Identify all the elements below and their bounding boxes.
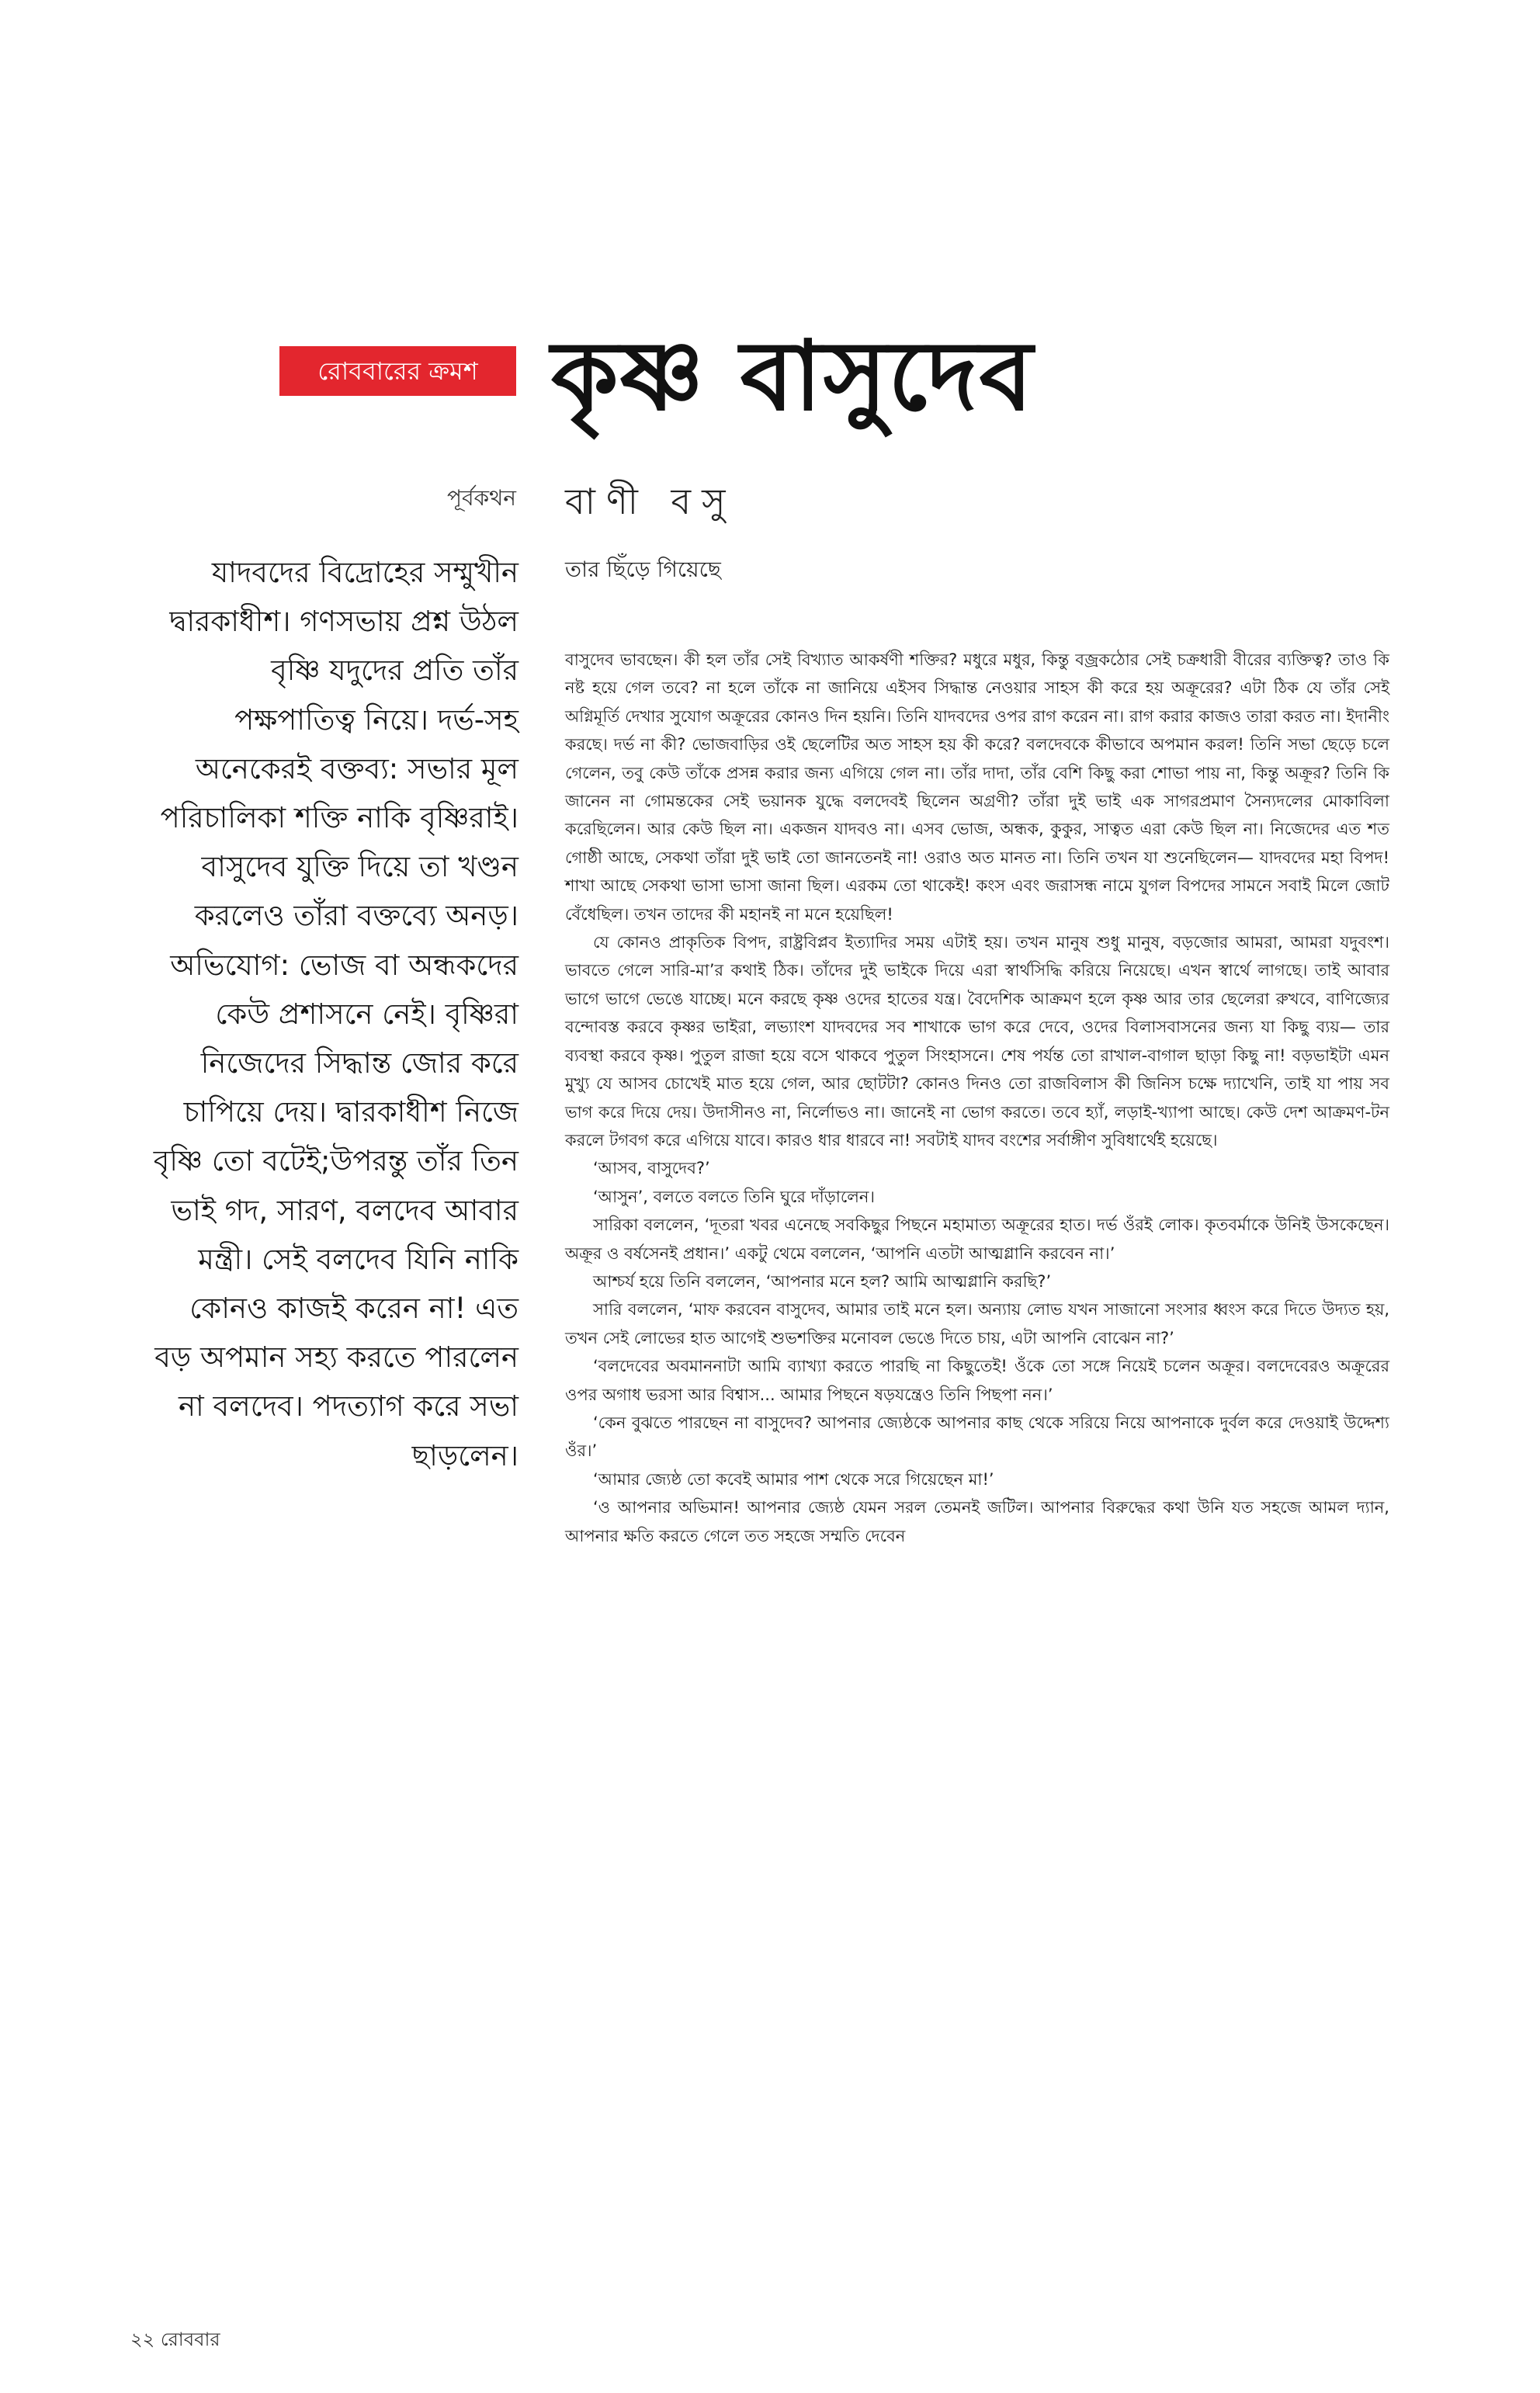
body-paragraph: ‘আমার জ্যেষ্ঠ তো কবেই আমার পাশ থেকে সরে গিয়েছেন মা!’ — [593, 1469, 994, 1489]
body-paragraph: যে কোনও প্রাকৃতিক বিপদ, রাষ্ট্রবিপ্লব ইত্যাদির সময় এটাই হয়। তখন মানুষ শুধু মানুষ, বড়জোর আমরা, আমরা যদুবংশ। ভাবতে গেলে সারি-মা’র কথাই ঠিক। তাঁদের দুই ভাইকে দিয়ে এরা স্বার্থসিদ্ধি করিয়ে নিয়েছে। এখন স্বার্থে লাগছে। তাই আবার ভাগে ভাগে ভেঙে যাচ্ছে। মনে করছে কৃষ্ণ ওদের হাতের যন্ত্র। বৈদেশিক আক্রমণ হলে কৃষ্ণ আর তার ছেলেরা রুখবে, বাণিজ্যের বন্দোবস্ত করবে কৃষ্ণর ভাইরা, লভ্যাংশ যাদবদের সব শাখাকে ভাগ করে দেবে, ওদের বিলাসবাসনের জন্য যা কিছু ব্যয়— তার ব্যবস্থা করবে কৃষ্ণ। পুতুল রাজা হয়ে বসে থাকবে পুতুল সিংহাসনে। শেষ পর্যন্ত তো রাখাল-বাগাল ছাড়া কিছু না! বড়ভাইটা এমন মুখ্যু যে আসব চোখেই মাত হয়ে গেল, আর ছোটটা? কোনও দিনও তো রাজবিলাস কী জিনিস চক্ষে দ্যাখেনি, তাই যা পায় সব ভাগ করে দিয়ে দেয়। উদাসীনও না, নির্লোভও না। জানেই না ভোগ করতে। তবে হ্যাঁ, লড়াই-খ্যাপা আছে। কেউ দেশ আক্রমণ-টন করলে টগবগ করে এগিয়ে যাবে। কারও ধার ধারবে না! সবটাই যাদব বংশের সর্বাঙ্গীণ সুবিধার্থেই হয়েছে। — [565, 933, 1389, 1150]
author-byline: বাণী বসু — [565, 480, 737, 522]
prelude-summary: যাদবদের বিদ্রোহের সম্মুখীন দ্বারকাধীশ। গণসভায় প্রশ্ন উঠল বৃষ্ণি যদুদের প্রতি তাঁর পক্ষপাতিত্ব নিয়ে। দর্ভ-সহ অনেকেরই বক্তব্য: সভার মূল পরিচালিকা শক্তি নাকি বৃষ্ণিরাই। বাসুদেব যুক্তি দিয়ে তা খণ্ডন করলেও তাঁরা বক্তব্যে অনড়। অভিযোগ: ভোজ বা অন্ধকদের কেউ প্রশাসনে নেই। বৃষ্ণিরা নিজেদের সিদ্ধান্ত জোর করে চাপিয়ে দেয়। দ্বারকাধীশ নিজে বৃষ্ণি তো বটেই;উপরন্তু তাঁর তিন ভাই গদ, সারণ, বলদেব আবার মন্ত্রী। সেই বলদেব যিনি নাকি কোনও কাজই করেন না! এত বড় অপমান সহ্য করতে পারলেন না বলদেব। পদত্যাগ করে সভা ছাড়লেন। — [153, 556, 519, 1472]
prelude-label: পূর্বকথন — [446, 485, 516, 511]
body-paragraph: সারিকা বললেন, ‘দূতরা খবর এনেছে সবকিছুর পিছনে মহামাত্য অক্রূরের হাত। দর্ভ ওঁরই লোক। কৃতবর্মাকে উনিই উসকেছেন। অক্রূর ও বর্ষসেনই প্রধান।’ একটু থেমে বললেন, ‘আপনি এতটা আত্মগ্লানি করবেন না।’ — [565, 1216, 1389, 1263]
body-paragraph: ‘বলদেবের অবমাননাটা আমি ব্যাখ্যা করতে পারছি না কিছুতেই! ওঁকে তো সঙ্গে নিয়েই চলেন অক্রূর। বলদেবেরও অক্রূরের ওপর অগাধ ভরসা আর বিশ্বাস... আমার পিছনে ষড়যন্ত্রেও তিনি পিছপা নন।’ — [565, 1357, 1389, 1404]
body-paragraph: ‘কেন বুঝতে পারছেন না বাসুদেব? আপনার জ্যেষ্ঠকে আপনার কাছ থেকে সরিয়ে নিয়ে আপনাকে দুর্বল করে দেওয়াই উদ্দেশ্য ওঁর।’ — [565, 1413, 1389, 1461]
body-paragraph: বাসুদেব ভাবছেন। কী হল তাঁর সেই বিখ্যাত আকর্ষণী শক্তির? মধুরে মধুর, কিন্তু বজ্রকঠোর সেই চক্রধারী বীরের ব্যক্তিত্ব? তাও কি নষ্ট হয়ে গেল তবে? না হলে তাঁকে না জানিয়ে এইসব সিদ্ধান্ত নেওয়ার সাহস কী করে হয় অক্রূরের? এটা ঠিক যে তাঁর সেই অগ্নিমূর্তি দেখার সুযোগ অক্রূরের কোনও দিন হয়নি। তিনি যাদবদের ওপর রাগ করেন না। রাগ করার কাজও তারা করত না। ইদানীং করছে। দর্ভ না কী? ভোজবাড়ির ওই ছেলেটির অত সাহস হয় কী করে? বলদেবকে কীভাবে অপমান করল! তিনি সভা ছেড়ে চলে গেলেন, তবু কেউ তাঁকে প্রসন্ন করার জন্য এগিয়ে গেল না। তাঁর দাদা, তাঁর বেশি কিছু করা শোভা পায় না, কিন্তু অক্রূর? তিনি কি জানেন না গোমন্তকের সেই ভয়ানক যুদ্ধে বলদেবই ছিলেন অগ্রণী? তাঁরা দুই ভাই এক সাগরপ্রমাণ সৈন্যদলের মোকাবিলা করেছিলেন। আর কেউ ছিল না। একজন যাদবও না। এসব ভোজ, অন্ধক, কুকুর, সাত্বত এরা কেউ ছিল না। নিজেদের এত শত গোষ্ঠী আছে, সেকথা তাঁরা দুই ভাই তো জানতেনই না! ওরাও অত মানত না। তিনি তখন যা শুনেছিলেন— যাদবদের মহা বিপদ! শাখা আছে সেকথা ভাসা ভাসা জানা ছিল। এরকম তো থাকেই! কংস এবং জরাসন্ধ নামে যুগল বিপদের সামনে সবাই মিলে জোট বেঁধেছিল। তখন তাদের কী মহানই না মনে হয়েছিল! — [565, 650, 1389, 924]
body-paragraph: সারি বললেন, ‘মাফ করবেন বাসুদেব, আমার তাই মনে হল। অন্যায় লোভ যখন সাজানো সংসার ধ্বংস করে দিতে উদ্যত হয়, তখন সেই লোভের হাত আগেই শুভশক্তির মনোবল ভেঙে দিতে চায়, এটা আপনি বোঝেন না?’ — [565, 1300, 1389, 1347]
page-folio: ২২ রোববার — [130, 2329, 220, 2350]
article-body — [565, 646, 1389, 1550]
article-title: কৃষ্ণ বাসুদেব — [551, 320, 1035, 432]
body-paragraph: ‘আসুন’, বলতে বলতে তিনি ঘুরে দাঁড়ালেন। — [593, 1187, 875, 1206]
series-badge: রোববারের ক্রমশ — [279, 346, 516, 396]
body-paragraph: ‘আসব, বাসুদেব?’ — [593, 1159, 710, 1178]
chapter-heading: তার ছিঁড়ে গিয়েছে — [565, 557, 721, 582]
body-paragraph: ‘ও আপনার অভিমান! আপনার জ্যেষ্ঠ যেমন সরল তেমনই জটিল। আপনার বিরুদ্ধের কথা উনি যত সহজে আমল দ্যান, আপনার ক্ষতি করতে গেলে তত সহজে সম্মতি দেবেন — [565, 1498, 1389, 1545]
body-paragraph: আশ্চর্য হয়ে তিনি বললেন, ‘আপনার মনে হল? আমি আত্মগ্লানি করছি?’ — [593, 1271, 1052, 1291]
